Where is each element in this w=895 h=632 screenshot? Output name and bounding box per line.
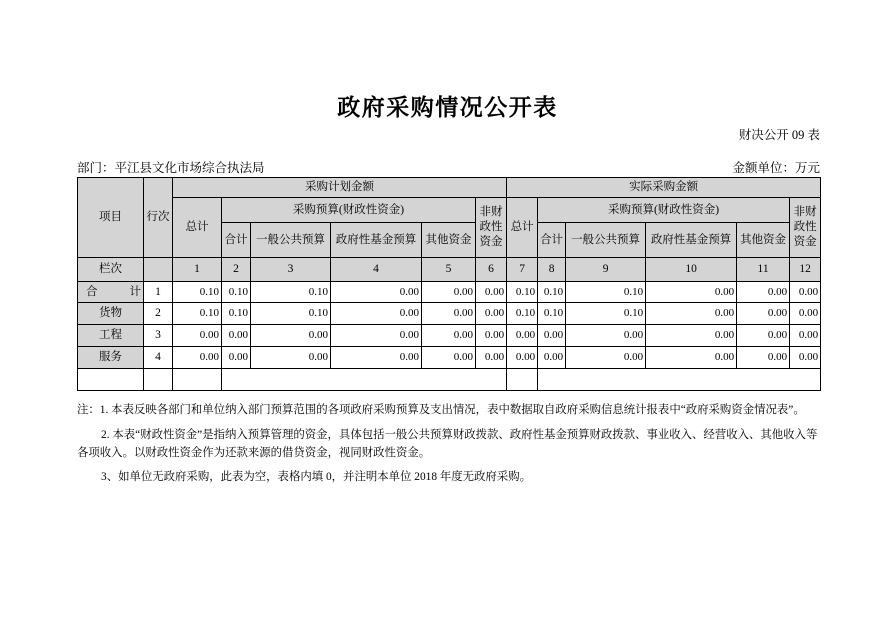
table-row-total	[78, 282, 821, 303]
column-number: 12	[790, 258, 821, 282]
cell-plan-fund-budget: 0.00	[331, 347, 422, 369]
cell-plan-total: 0.10	[173, 282, 222, 303]
row-number: 1	[144, 282, 173, 303]
blank-cell	[144, 369, 173, 391]
header-plan-total: 总计	[173, 198, 222, 258]
cell-plan-other-funds: 0.00	[422, 282, 476, 303]
header-plan-other-funds: 其他资金	[422, 223, 476, 258]
procurement-table	[77, 177, 821, 391]
cell-actual-non-fiscal: 0.00	[790, 325, 821, 347]
cell-actual-general-budget: 0.00	[566, 325, 646, 347]
blank-cell	[78, 369, 144, 391]
header-plan-non-fiscal: 非财政性资金	[476, 198, 507, 258]
header-actual-subtotal: 合计	[538, 223, 566, 258]
column-number: 1	[173, 258, 222, 282]
header-plan-subtotal: 合计	[222, 223, 251, 258]
row-number: 4	[144, 347, 173, 369]
cell-actual-other-funds: 0.00	[737, 303, 790, 325]
header-row-1	[78, 178, 821, 198]
column-number: 9	[566, 258, 646, 282]
cell-actual-general-budget: 0.00	[566, 347, 646, 369]
cell-actual-subtotal: 0.10	[538, 282, 566, 303]
cell-plan-non-fiscal: 0.00	[476, 303, 507, 325]
table-row-services	[78, 347, 821, 369]
amount-unit-label: 金额单位：万元	[732, 161, 820, 175]
cell-plan-total: 0.00	[173, 347, 222, 369]
cell-actual-subtotal: 0.10	[538, 303, 566, 325]
cell-plan-other-funds: 0.00	[422, 325, 476, 347]
note-3: 3、如单位无政府采购，此表为空，表格内填 0，并注明本单位 2018 年度无政府采购。	[101, 471, 531, 483]
cell-actual-fund-budget: 0.00	[646, 325, 737, 347]
header-actual-fund-budget: 政府性基金预算	[646, 223, 737, 258]
header-actual-budget-group: 采购预算(财政性资金)	[538, 198, 790, 223]
cell-plan-subtotal: 0.10	[222, 282, 251, 303]
header-row-2	[78, 198, 821, 223]
header-actual-general-budget: 一般公共预算	[566, 223, 646, 258]
column-number: 6	[476, 258, 507, 282]
table-row-goods	[78, 303, 821, 325]
row-label: 工程	[78, 325, 144, 347]
cell-plan-general-budget: 0.10	[251, 303, 331, 325]
row-number: 3	[144, 325, 173, 347]
cell-actual-subtotal: 0.00	[538, 325, 566, 347]
header-plan-fund-budget: 政府性基金预算	[331, 223, 422, 258]
blank-cell	[222, 369, 507, 391]
column-number: 10	[646, 258, 737, 282]
cell-actual-fund-budget: 0.00	[646, 303, 737, 325]
cell-plan-non-fiscal: 0.00	[476, 282, 507, 303]
department-label: 部门：平江县文化市场综合执法局	[77, 161, 265, 175]
cell-actual-general-budget: 0.10	[566, 282, 646, 303]
cell-plan-non-fiscal: 0.00	[476, 347, 507, 369]
cell-plan-other-funds: 0.00	[422, 347, 476, 369]
column-number: 5	[422, 258, 476, 282]
cell-actual-non-fiscal: 0.00	[790, 303, 821, 325]
column-number: 3	[251, 258, 331, 282]
notes	[77, 401, 822, 486]
header-actual-total: 总计	[507, 198, 538, 258]
cell-plan-other-funds: 0.00	[422, 303, 476, 325]
header-plan-group: 采购计划金额	[173, 178, 507, 198]
note-2: 2. 本表“财政性资金”是指纳入预算管理的资金，具体包括一般公共预算财政拨款、政府性基金预算财政拨款、事业收入、经营收入、其他收入等各项收入。以财政性资金作为还款来源的借贷资金，视同财政性资金。	[77, 429, 818, 459]
cell-plan-fund-budget: 0.00	[331, 282, 422, 303]
cell-actual-fund-budget: 0.00	[646, 282, 737, 303]
cell-actual-fund-budget: 0.00	[646, 347, 737, 369]
cell-plan-total: 0.00	[173, 325, 222, 347]
row-number: 2	[144, 303, 173, 325]
cell-actual-other-funds: 0.00	[737, 347, 790, 369]
cell-actual-non-fiscal: 0.00	[790, 347, 821, 369]
cell-plan-non-fiscal: 0.00	[476, 325, 507, 347]
header-plan-general-budget: 一般公共预算	[251, 223, 331, 258]
cell-plan-general-budget: 0.00	[251, 347, 331, 369]
cell-plan-subtotal: 0.00	[222, 347, 251, 369]
row-label: 服务	[78, 347, 144, 369]
cell-plan-subtotal: 0.10	[222, 303, 251, 325]
form-code: 财决公开 09 表	[738, 128, 820, 142]
cell-actual-non-fiscal: 0.00	[790, 282, 821, 303]
column-number: 11	[737, 258, 790, 282]
note-1: 注：1. 本表反映各部门和单位纳入部门预算范围的各项政府采购预算及支出情况，表中数据取自政府采购信息统计报表中“政府采购资金情况表”。	[77, 404, 805, 416]
header-row-no: 行次	[144, 178, 173, 258]
cell-actual-total: 0.10	[507, 303, 538, 325]
page-title: 政府采购情况公开表	[337, 95, 558, 120]
cell-plan-fund-budget: 0.00	[331, 303, 422, 325]
blank-cell	[173, 369, 222, 391]
table-row-blank	[78, 369, 821, 391]
column-number: 4	[331, 258, 422, 282]
column-number: 8	[538, 258, 566, 282]
header-plan-budget-group: 采购预算(财政性资金)	[222, 198, 476, 223]
header-actual-non-fiscal: 非财政性资金	[790, 198, 821, 258]
header-actual-other-funds: 其他资金	[737, 223, 790, 258]
cell-plan-general-budget: 0.10	[251, 282, 331, 303]
table-row-works	[78, 325, 821, 347]
cell-plan-fund-budget: 0.00	[331, 325, 422, 347]
cell-actual-total: 0.00	[507, 325, 538, 347]
blank-cell	[507, 369, 538, 391]
column-number: 2	[222, 258, 251, 282]
header-item: 项目	[78, 178, 144, 258]
cell-actual-total: 0.10	[507, 282, 538, 303]
cell-actual-subtotal: 0.00	[538, 347, 566, 369]
cell-actual-general-budget: 0.10	[566, 303, 646, 325]
header-actual-group: 实际采购金额	[507, 178, 821, 198]
cell-actual-total: 0.00	[507, 347, 538, 369]
cell-plan-total: 0.10	[173, 303, 222, 325]
row-label: 合计	[78, 282, 144, 303]
column-index-label: 栏次	[78, 258, 144, 282]
row-label: 货物	[78, 303, 144, 325]
column-index-blank	[144, 258, 173, 282]
cell-actual-other-funds: 0.00	[737, 282, 790, 303]
blank-cell	[538, 369, 821, 391]
column-index-row	[78, 258, 821, 282]
cell-plan-general-budget: 0.00	[251, 325, 331, 347]
cell-actual-other-funds: 0.00	[737, 325, 790, 347]
cell-plan-subtotal: 0.00	[222, 325, 251, 347]
column-number: 7	[507, 258, 538, 282]
